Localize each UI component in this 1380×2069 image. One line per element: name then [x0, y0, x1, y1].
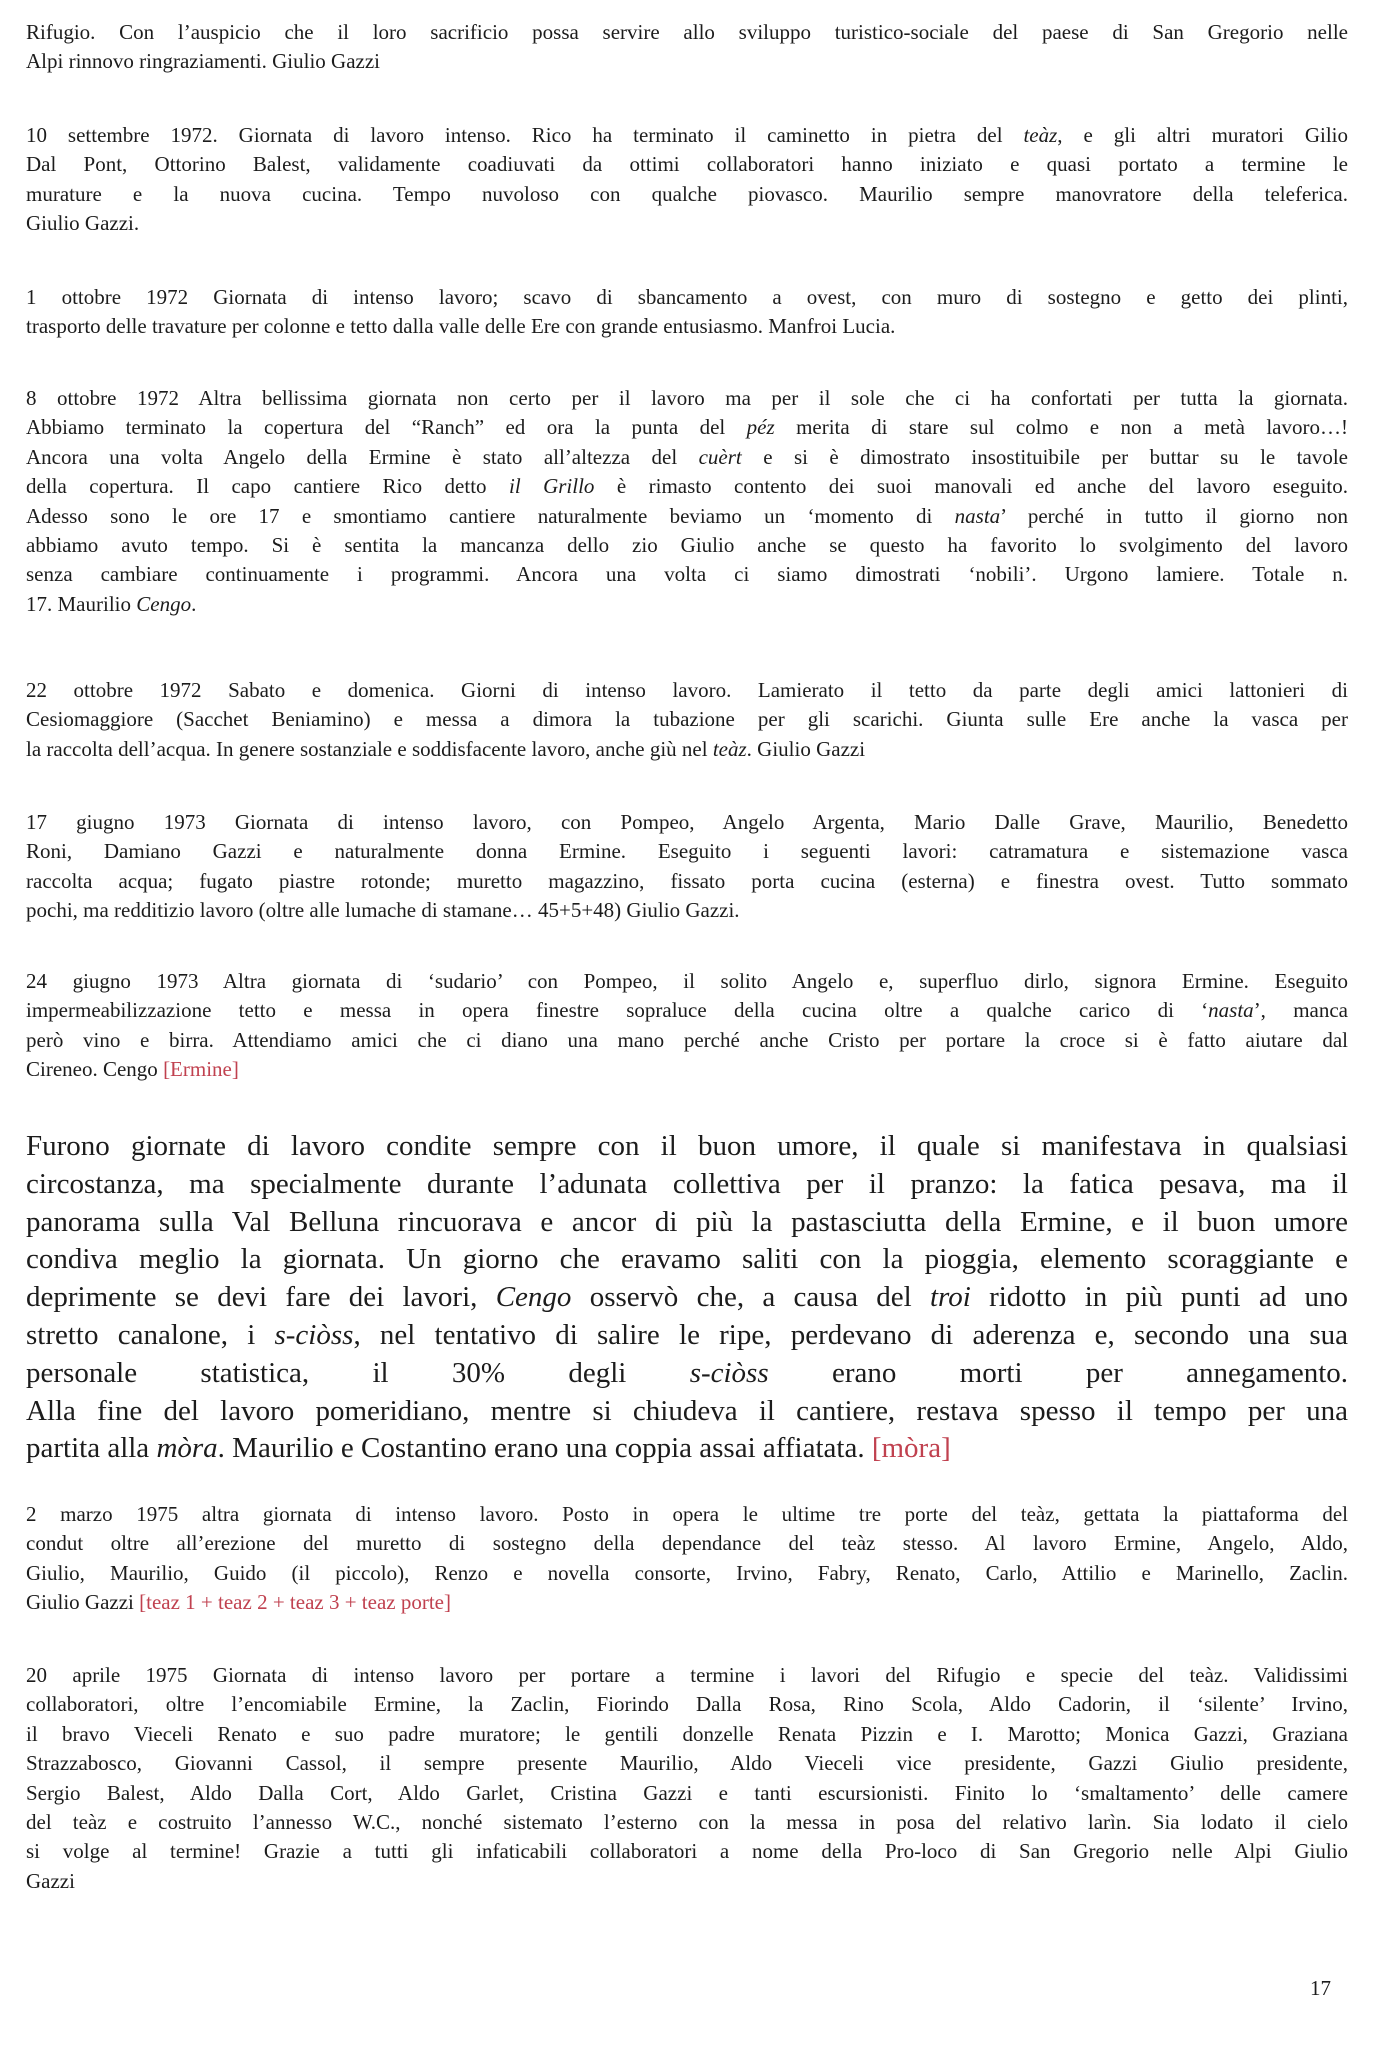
italic-term: il Grillo [508, 474, 595, 499]
text-run: Adesso sono le ore 17 e smontiamo cantiere naturalmente beviamo un ‘momento di [26, 503, 955, 528]
text-run: però vino e birra. Attendiamo amici che ci diano una mano perché anche Cristo per portare la croce si è fatto aiutare dal [26, 1027, 1348, 1052]
italic-term: s-ciòss [274, 1318, 354, 1351]
text-run: il bravo Vieceli Renato e suo padre muratore; le gentili donzelle Renata Pizzin e I. Marotto; Monica Gazzi, Graziana [26, 1721, 1348, 1746]
text-line [26, 837, 1348, 866]
text-run: 17. Maurilio [26, 591, 137, 616]
text-line [26, 1867, 1348, 1896]
text-run: . [191, 591, 197, 616]
text-line [26, 283, 1348, 312]
text-run: Rifugio. Con l’auspicio che il loro sacrificio possa servire allo sviluppo turistico-sociale del paese di San Gregorio nelle [26, 20, 1348, 44]
text-run: del teàz e costruito l’annesso W.C., nonché sistemato l’esterno con la messa in posa del relativo larìn. Sia lodato il cielo [26, 1810, 1348, 1835]
text-run: condiva meglio la giornata. Un giorno che eravamo saliti con la pioggia, elemento scoraggiante e [26, 1243, 1348, 1276]
entry-24-giugno-1973 [26, 967, 1348, 1085]
italic-term: Cengo [136, 591, 192, 616]
text-line [26, 150, 1348, 179]
entry-22-ottobre-1972 [26, 676, 1348, 764]
text-line [26, 808, 1348, 837]
reference-link[interactable]: [mòra] [871, 1432, 951, 1465]
entry-17-giugno-1973 [26, 808, 1348, 926]
text-run: Cireneo. Cengo [26, 1057, 164, 1082]
text-run: 20 aprile 1975 Giornata di intenso lavoro per portare a termine i lavori del Rifugio e specie del teàz. Validissimi [26, 1663, 1348, 1687]
text-line [26, 1355, 1348, 1393]
text-line [26, 1779, 1348, 1808]
text-line [26, 1749, 1348, 1778]
text-run: la raccolta dell’acqua. In genere sostanziale e soddisfacente lavoro, anche giù nel [26, 736, 713, 761]
text-line [26, 560, 1348, 589]
text-run: collaboratori, oltre l’encomiabile Ermine, la Zaclin, Fiorindo Dalla Rosa, Rino Scola, Aldo Cadorin, il ‘silente’ Irvino, [26, 1692, 1348, 1717]
text-run: della copertura. Il capo cantiere Rico detto [26, 474, 509, 499]
text-line [26, 1026, 1348, 1055]
italic-term: nasta [1208, 998, 1254, 1023]
text-line [26, 1128, 1348, 1166]
text-line [26, 1661, 1348, 1690]
text-run: murature e la nuova cucina. Tempo nuvoloso con qualche piovasco. Maurilio sempre manovratore della teleferica. [26, 181, 1348, 206]
text-line [26, 1166, 1348, 1204]
italic-term: s-ciòss [689, 1356, 769, 1389]
text-run: ’, manca [1253, 998, 1348, 1023]
text-run: raccolta acqua; fugato piastre rotonde; muretto magazzino, fissato porta cucina (esterna) e finestra ovest. Tutto sommato [26, 868, 1348, 893]
text-line [26, 312, 1348, 341]
text-line [26, 1529, 1348, 1558]
italic-term: troi [929, 1281, 971, 1314]
text-line [26, 1204, 1348, 1242]
text-run: 10 settembre 1972. Giornata di lavoro intenso. Rico ha terminato il caminetto in pietra del [26, 123, 1024, 147]
reference-link[interactable]: [teaz 1 + teaz 2 + teaz 3 + teaz porte] [139, 1590, 451, 1615]
text-run: , nel tentativo di salire le ripe, perdevano di aderenza e, secondo una sua [353, 1318, 1349, 1351]
text-line [26, 209, 1348, 238]
text-run: 22 ottobre 1972 Sabato e domenica. Giorni di intenso lavoro. Lamierato il tetto da parte degli amici lattonieri di [26, 678, 1348, 702]
text-run: stretto canalone, i [26, 1318, 275, 1351]
italic-term: cuèrt [698, 444, 742, 469]
text-run: impermeabilizzazione tetto e messa in opera finestre sopraluce della cucina oltre a qualche carico di ‘ [26, 998, 1209, 1023]
text-line [26, 18, 1348, 47]
text-run: Giulio Gazzi. [26, 211, 140, 236]
text-run: 1 ottobre 1972 Giornata di intenso lavoro; scavo di sbancamento a ovest, con muro di sostegno e getto dei plinti, [26, 285, 1348, 309]
text-run: Cesiomaggiore (Sacchet Beniamino) e messa a dimora la tubazione per gli scarichi. Giunta sulle Ere anche la vasca per [26, 707, 1348, 732]
paragraph-rifugio-thanks [26, 18, 1348, 77]
italic-term: péz [746, 415, 775, 440]
text-line [26, 590, 1348, 619]
italic-term: teàz [1023, 123, 1058, 147]
text-run: e si è dimostrato insostituibile per buttar su le tavole [741, 444, 1348, 469]
text-run: Furono giornate di lavoro condite sempre con il buon umore, il quale si manifestava in qualsiasi [26, 1130, 1348, 1162]
text-line [26, 502, 1348, 531]
text-run: Gazzi [26, 1868, 75, 1893]
reference-link[interactable]: [Ermine] [163, 1057, 239, 1082]
text-run: panorama sulla Val Belluna rincuorava e ancor di più la pastasciutta della Ermine, e il buon umore [26, 1205, 1348, 1238]
text-run: è rimasto contento dei suoi manovali ed anche del lavoro eseguito. [594, 474, 1348, 499]
text-run: erano morti per annegamento. [768, 1356, 1349, 1389]
text-line [26, 1279, 1348, 1317]
text-run: Roni, Damiano Gazzi e naturalmente donna Ermine. Eseguito i seguenti lavori: catramatura e sistemazione vasca [26, 839, 1348, 864]
text-line [26, 531, 1348, 560]
narrative-paragraph [26, 1128, 1348, 1468]
text-run: Sergio Balest, Aldo Dalla Cort, Aldo Garlet, Cristina Gazzi e tanti escursionisti. Finito lo ‘smaltamento’ delle camere [26, 1780, 1348, 1805]
text-run: 24 giugno 1973 Altra giornata di ‘sudario’ con Pompeo, il solito Angelo e, superfluo dirlo, signora Ermine. Eseguito [26, 969, 1348, 993]
text-run: deprimente se devi fare dei lavori, [26, 1281, 496, 1314]
text-line [26, 1690, 1348, 1719]
text-line [26, 1055, 1348, 1084]
text-run: . Maurilio e Costantino erano una coppia assai affiatata. [217, 1432, 872, 1465]
text-line [26, 867, 1348, 896]
text-run: Abbiamo terminato la copertura del “Ranch” ed ora la punta del [26, 415, 747, 440]
text-line [26, 443, 1348, 472]
text-run: osservò che, a causa del [571, 1281, 930, 1314]
text-line [26, 1720, 1348, 1749]
text-line [26, 676, 1348, 705]
text-line [26, 1808, 1348, 1837]
text-line [26, 472, 1348, 501]
text-run: Ancora una volta Angelo della Ermine è stato all’altezza del [26, 444, 699, 469]
page-number: 17 [1310, 1976, 1331, 2000]
text-line [26, 121, 1348, 150]
text-line [26, 705, 1348, 734]
text-run: condut oltre all’erezione del muretto di sostegno della dependance del teàz stesso. Al lavoro Ermine, Angelo, Aldo, [26, 1531, 1348, 1556]
text-run: Dal Pont, Ottorino Balest, validamente coadiuvati da ottimi collaboratori hanno iniziato e quasi portato a termine le [26, 152, 1348, 177]
text-line [26, 1430, 1348, 1468]
entry-8-ottobre-1972 [26, 384, 1348, 619]
text-line [26, 1317, 1348, 1355]
italic-term: Cengo [495, 1281, 572, 1314]
text-line [26, 967, 1348, 996]
text-line [26, 1588, 1348, 1617]
entry-1-ottobre-1972 [26, 283, 1348, 342]
text-run: ’ perché in tutto il giorno non [1000, 503, 1348, 528]
text-line [26, 1837, 1348, 1866]
text-run: 8 ottobre 1972 Altra bellissima giornata non certo per il lavoro ma per il sole che ci ha confortati per tutta la giornata. [26, 386, 1348, 410]
entry-20-aprile-1975 [26, 1661, 1348, 1896]
entry-10-settembre-1972 [26, 121, 1348, 239]
text-run: 17 giugno 1973 Giornata di intenso lavoro, con Pompeo, Angelo Argenta, Mario Dalle Grave, Maurilio, Benedetto [26, 810, 1348, 834]
text-run: , e gli altri muratori Gilio [1057, 123, 1348, 147]
text-line [26, 896, 1348, 925]
text-line [26, 1500, 1348, 1529]
text-run: si volge al termine! Grazie a tutti gli infaticabili collaboratori a nome della Pro-loco di San Gregorio nelle Alpi Giulio [26, 1839, 1348, 1864]
text-line [26, 47, 1348, 76]
text-line [26, 735, 1348, 764]
text-run: . Giulio Gazzi [746, 736, 866, 761]
text-line [26, 1241, 1348, 1279]
text-line [26, 1393, 1348, 1431]
italic-term: nasta [954, 503, 1001, 528]
entry-2-marzo-1975 [26, 1500, 1348, 1618]
text-run: Giulio, Maurilio, Guido (il piccolo), Renzo e novella consorte, Irvino, Fabry, Renato, Carlo, Attilio e Marinello, Zaclin. [26, 1560, 1348, 1585]
text-line [26, 384, 1348, 413]
text-run: partita alla [26, 1432, 157, 1465]
text-run: trasporto delle travature per colonne e tetto dalla valle delle Ere con grande entusiasmo. Manfroi Lucia. [26, 314, 896, 339]
text-run: merita di stare sul colmo e non a metà lavoro…! [774, 415, 1348, 440]
text-run: 2 marzo 1975 altra giornata di intenso lavoro. Posto in opera le ultime tre porte del teàz, gettata la piattaforma del [26, 1502, 1348, 1526]
italic-term: mòra [156, 1432, 218, 1465]
text-run: circostanza, ma specialmente durante l’adunata collettiva per il pranzo: la fatica pesava, ma il [26, 1167, 1348, 1200]
text-run: Strazzabosco, Giovanni Cassol, il sempre presente Maurilio, Aldo Vieceli vice presidente, Gazzi Giulio presidente, [26, 1751, 1348, 1776]
text-run: personale statistica, il 30% degli [26, 1356, 690, 1389]
text-line [26, 996, 1348, 1025]
text-run: abbiamo avuto tempo. Si è sentita la mancanza dello zio Giulio anche se questo ha favorito lo svolgimento del lavoro [26, 533, 1348, 558]
text-run: Alla fine del lavoro pomeridiano, mentre si chiudeva il cantiere, restava spesso il tempo per una [26, 1394, 1348, 1427]
italic-term: teàz [712, 736, 747, 761]
text-run: Giulio Gazzi [26, 1590, 140, 1615]
text-line [26, 413, 1348, 442]
text-line [26, 1559, 1348, 1588]
text-run: senza cambiare continuamente i programmi. Ancora una volta ci siamo dimostrati ‘nobili’. Urgono lamiere. Totale n. [26, 562, 1348, 587]
text-run: pochi, ma redditizio lavoro (oltre alle lumache di stamane… 45+5+48) Giulio Gazzi. [26, 898, 740, 923]
text-run: ridotto in più punti ad uno [970, 1281, 1348, 1314]
text-run: Alpi rinnovo ringraziamenti. Giulio Gazzi [26, 49, 380, 74]
text-line [26, 180, 1348, 209]
